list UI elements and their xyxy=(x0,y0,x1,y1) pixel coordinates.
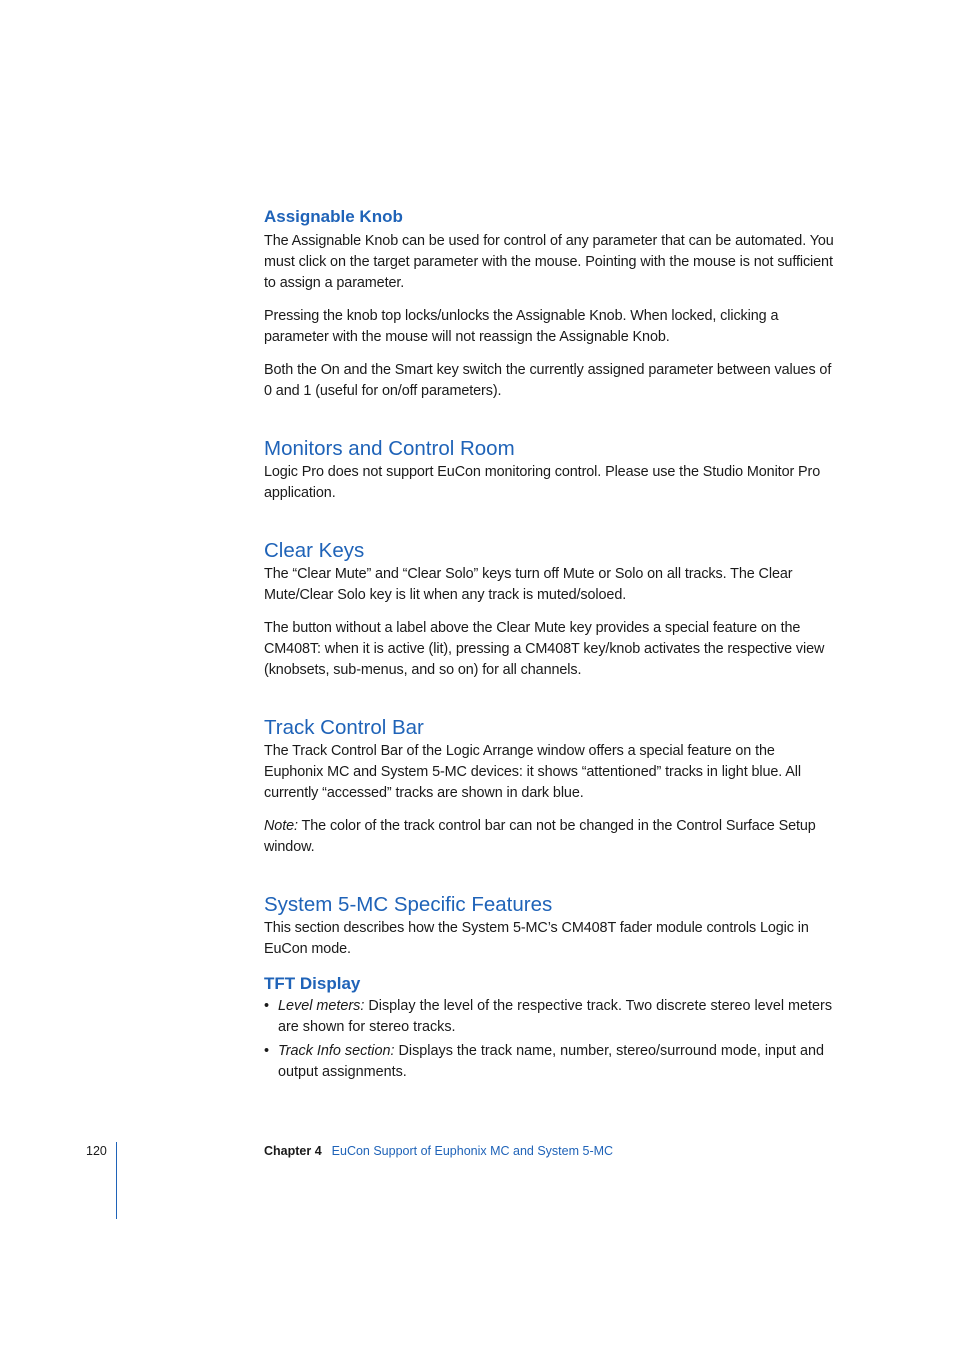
paragraph: The “Clear Mute” and “Clear Solo” keys turn off Mute or Solo on all tracks. The Clear Mute/Clear Solo key is lit when any track is muted/soloed. xyxy=(264,566,793,603)
list-item xyxy=(264,1041,836,1083)
heading-system5-features: System 5-MC Specific Features xyxy=(264,893,553,916)
paragraph: This section describes how the System 5-MC’s CM408T fader module controls Logic in EuCon mode. xyxy=(264,920,809,957)
bullet-label: Level meters: xyxy=(278,998,365,1014)
bullet-text: Displays the track name, number, stereo/surround mode, input and output assignments. xyxy=(278,1043,825,1080)
paragraph: Pressing the knob top locks/unlocks the Assignable Knob. When locked, clicking a parameter with the mouse will not reassign the Assignable Knob. xyxy=(264,308,779,345)
footer-divider xyxy=(116,1142,117,1219)
heading-tft-display: TFT Display xyxy=(264,974,361,993)
heading-monitors-control-room: Monitors and Control Room xyxy=(264,437,515,460)
list-item xyxy=(264,996,836,1038)
bullet-label: Track Info section: xyxy=(278,1043,395,1059)
page-content xyxy=(264,205,836,1086)
bullet-icon: • xyxy=(264,1043,270,1059)
heading-clear-keys: Clear Keys xyxy=(264,539,365,562)
paragraph: The button without a label above the Clear Mute key provides a special feature on the CM408T: when it is active (lit), pressing a CM408T key/knob activates the respective view (knobsets, sub-menus, and so on) for all channels. xyxy=(264,620,825,678)
paragraph: The Track Control Bar of the Logic Arrange window offers a special feature on the Euphonix MC and System 5-MC devices: it shows “attentioned” tracks in light blue. All currently “accessed” tracks are shown in dark blue. xyxy=(264,743,801,801)
bullet-icon: • xyxy=(264,998,270,1014)
heading-assignable-knob: Assignable Knob xyxy=(264,207,403,226)
footer-chapter xyxy=(264,1143,613,1159)
bullet-list xyxy=(264,996,836,1083)
note-text: The color of the track control bar can not be changed in the Control Surface Setup window. xyxy=(264,818,816,855)
heading-track-control-bar: Track Control Bar xyxy=(264,716,424,739)
note-paragraph xyxy=(264,816,836,858)
note-label: Note: xyxy=(264,818,298,834)
page-number: 120 xyxy=(86,1144,107,1158)
chapter-title: EuCon Support of Euphonix MC and System 5-MC xyxy=(331,1144,614,1158)
paragraph: Both the On and the Smart key switch the currently assigned parameter between values of 0 and 1 (useful for on/off parameters). xyxy=(264,362,832,399)
chapter-label: Chapter 4 xyxy=(264,1144,322,1158)
paragraph: Logic Pro does not support EuCon monitoring control. Please use the Studio Monitor Pro application. xyxy=(264,464,821,501)
bullet-text: Display the level of the respective track. Two discrete stereo level meters are shown for stereo tracks. xyxy=(278,998,833,1035)
paragraph: The Assignable Knob can be used for control of any parameter that can be automated. You must click on the target parameter with the mouse. Pointing with the mouse is not sufficient to assign a parameter. xyxy=(264,233,834,291)
